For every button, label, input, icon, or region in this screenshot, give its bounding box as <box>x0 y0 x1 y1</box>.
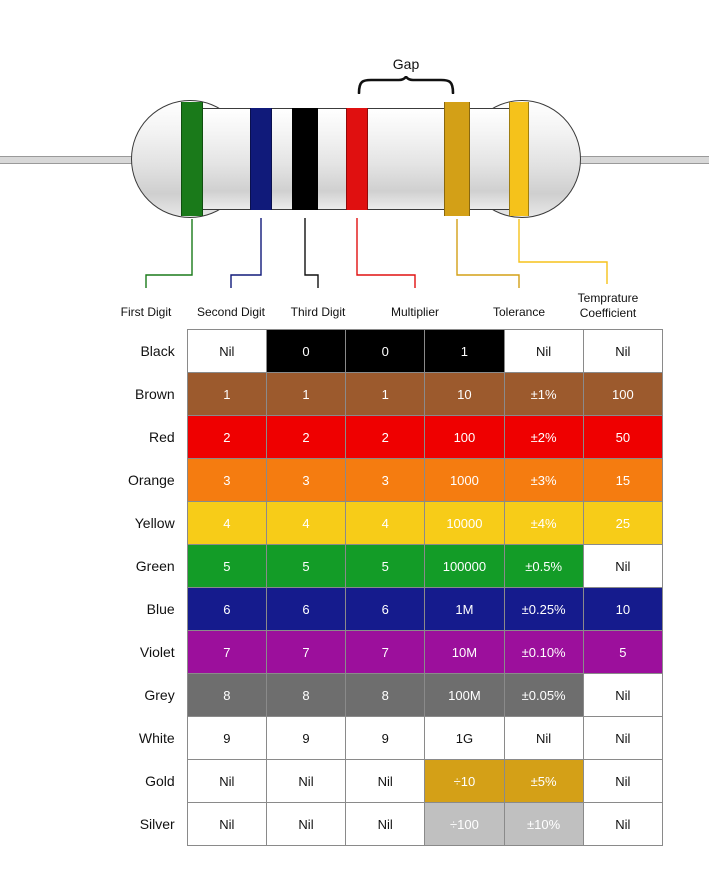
table-row <box>108 588 663 631</box>
cell-4: ±10% <box>504 803 583 846</box>
cell-2: 0 <box>346 330 425 373</box>
table-row <box>108 717 663 760</box>
table-row <box>108 545 663 588</box>
cell-0: Nil <box>187 760 266 803</box>
gap-label: Gap <box>392 56 420 72</box>
cell-3: 10 <box>425 373 504 416</box>
temperature-label-line1: Temprature <box>577 291 639 305</box>
cell-5: 25 <box>583 502 662 545</box>
cell-3: 100 <box>425 416 504 459</box>
cell-2: 6 <box>346 588 425 631</box>
cell-1: 9 <box>266 717 345 760</box>
table-row <box>108 674 663 717</box>
cell-4: ±0.05% <box>504 674 583 717</box>
cell-3: 100000 <box>425 545 504 588</box>
table-row <box>108 330 663 373</box>
cell-0: 9 <box>187 717 266 760</box>
cell-2: Nil <box>346 803 425 846</box>
cell-3: 10M <box>425 631 504 674</box>
cell-5: Nil <box>583 674 662 717</box>
cell-4: ±2% <box>504 416 583 459</box>
cell-5: 15 <box>583 459 662 502</box>
row-color-name: Yellow <box>108 502 187 545</box>
cell-4: ±3% <box>504 459 583 502</box>
table-row <box>108 502 663 545</box>
row-color-name: Violet <box>108 631 187 674</box>
cell-0: 7 <box>187 631 266 674</box>
cell-1: Nil <box>266 803 345 846</box>
cell-5: Nil <box>583 717 662 760</box>
cell-4: ±0.5% <box>504 545 583 588</box>
cell-1: 5 <box>266 545 345 588</box>
row-color-name: Green <box>108 545 187 588</box>
cell-3: 1M <box>425 588 504 631</box>
cell-5: Nil <box>583 803 662 846</box>
cell-0: 4 <box>187 502 266 545</box>
cell-1: 4 <box>266 502 345 545</box>
cell-3: 10000 <box>425 502 504 545</box>
cell-5: Nil <box>583 545 662 588</box>
cell-2: 9 <box>346 717 425 760</box>
row-color-name: Black <box>108 330 187 373</box>
cell-0: 1 <box>187 373 266 416</box>
cell-1: 3 <box>266 459 345 502</box>
row-color-name: Grey <box>108 674 187 717</box>
cell-2: 8 <box>346 674 425 717</box>
cell-5: Nil <box>583 330 662 373</box>
pointer-label-tolerance: Tolerance <box>492 305 546 319</box>
cell-1: 0 <box>266 330 345 373</box>
pointer-label-first-digit: First Digit <box>120 305 172 319</box>
pointer-label-multiplier: Multiplier <box>390 305 439 319</box>
row-color-name: White <box>108 717 187 760</box>
cell-1: 8 <box>266 674 345 717</box>
cell-1: 2 <box>266 416 345 459</box>
cell-3: 1 <box>425 330 504 373</box>
row-color-name: Orange <box>108 459 187 502</box>
pointer-label-second-digit: Second Digit <box>196 305 266 319</box>
cell-0: 8 <box>187 674 266 717</box>
pointer-label-third-digit: Third Digit <box>290 305 346 319</box>
cell-0: Nil <box>187 330 266 373</box>
table-row <box>108 760 663 803</box>
resistor-diagram <box>0 0 709 330</box>
table-row <box>108 459 663 502</box>
cell-4: ±1% <box>504 373 583 416</box>
cell-4: Nil <box>504 717 583 760</box>
cell-0: 5 <box>187 545 266 588</box>
cell-1: 1 <box>266 373 345 416</box>
cell-3: 1G <box>425 717 504 760</box>
cell-3: ÷100 <box>425 803 504 846</box>
cell-4: Nil <box>504 330 583 373</box>
row-color-name: Silver <box>108 803 187 846</box>
cell-5: Nil <box>583 760 662 803</box>
table-row <box>108 373 663 416</box>
cell-1: 6 <box>266 588 345 631</box>
cell-5: 5 <box>583 631 662 674</box>
color-code-table-wrapper <box>108 329 663 846</box>
row-color-name: Gold <box>108 760 187 803</box>
table-row <box>108 803 663 846</box>
cell-0: Nil <box>187 803 266 846</box>
pointer-label-temperature-coefficient <box>563 291 653 321</box>
cell-4: ±0.10% <box>504 631 583 674</box>
cell-5: 100 <box>583 373 662 416</box>
cell-2: Nil <box>346 760 425 803</box>
leader-lines <box>0 0 709 330</box>
cell-5: 10 <box>583 588 662 631</box>
cell-3: 100M <box>425 674 504 717</box>
cell-5: 50 <box>583 416 662 459</box>
cell-0: 2 <box>187 416 266 459</box>
cell-3: ÷10 <box>425 760 504 803</box>
cell-0: 6 <box>187 588 266 631</box>
cell-4: ±4% <box>504 502 583 545</box>
row-color-name: Blue <box>108 588 187 631</box>
temperature-label-line2: Coefficient <box>579 306 637 320</box>
cell-2: 3 <box>346 459 425 502</box>
cell-2: 1 <box>346 373 425 416</box>
row-color-name: Red <box>108 416 187 459</box>
cell-3: 1000 <box>425 459 504 502</box>
cell-2: 4 <box>346 502 425 545</box>
cell-0: 3 <box>187 459 266 502</box>
table-row <box>108 416 663 459</box>
cell-2: 7 <box>346 631 425 674</box>
row-color-name: Brown <box>108 373 187 416</box>
cell-2: 2 <box>346 416 425 459</box>
cell-4: ±5% <box>504 760 583 803</box>
table-row <box>108 631 663 674</box>
cell-2: 5 <box>346 545 425 588</box>
cell-4: ±0.25% <box>504 588 583 631</box>
color-code-table <box>108 329 663 846</box>
cell-1: 7 <box>266 631 345 674</box>
cell-1: Nil <box>266 760 345 803</box>
